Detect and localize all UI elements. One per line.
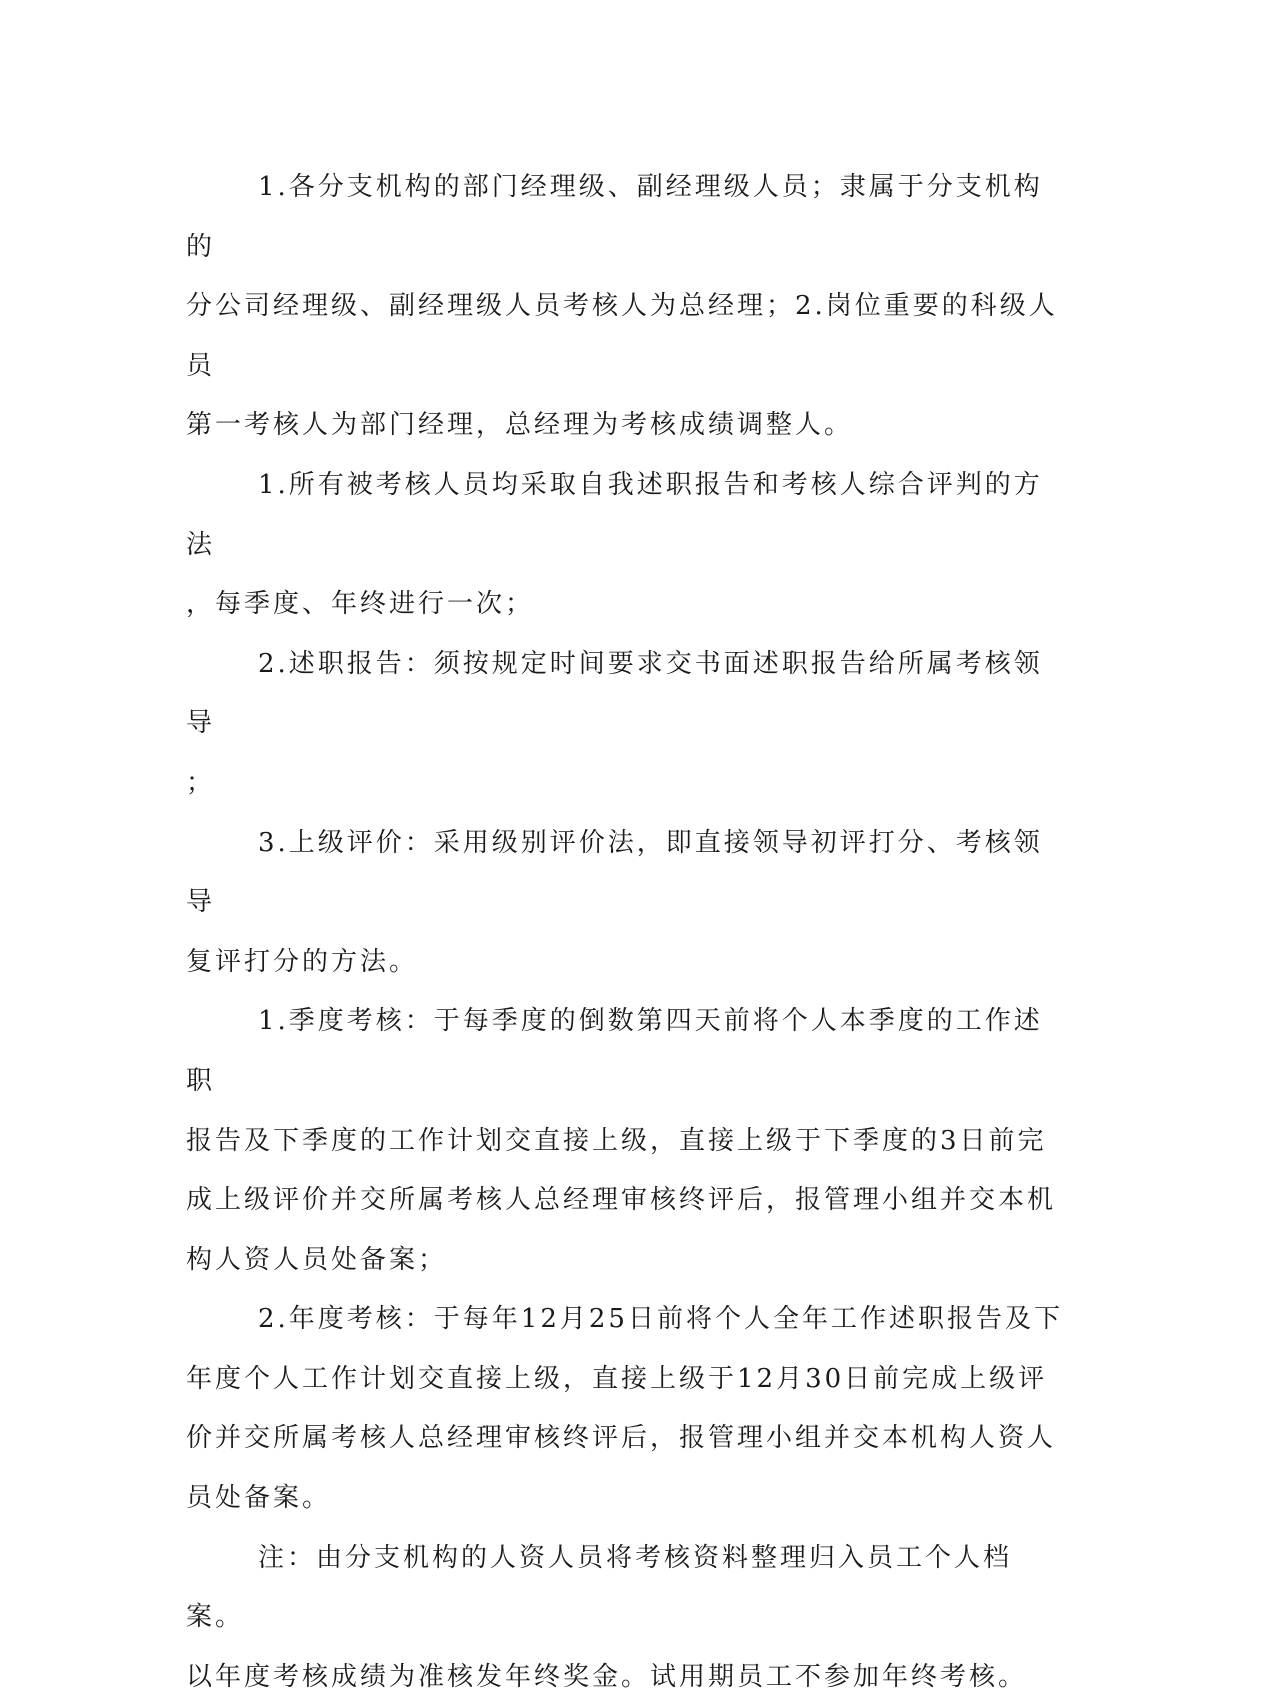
paragraph-annual-review: 2.年度考核：于每年12月25日前将个人全年工作述职报告及下 年度个人工作计划交直接上级，直接上级于12月30日前完成上级评 价并交所属考核人总经理审核终评后，报管理小组并交本机构人资人 员处备案。: [186, 1304, 1063, 1514]
paragraph-work-report: 2.述职报告：须按规定时间要求交书面述职报告给所属考核领导 ；: [186, 648, 1043, 798]
paragraph-superior-evaluation: 3.上级评价：采用级别评价法，即直接领导初评打分、考核领导 复评打分的方法。: [186, 827, 1043, 977]
paragraph-quarterly-review: 1.季度考核：于每季度的倒数第四天前将个人本季度的工作述职 报告及下季度的工作计划交直接上级，直接上级于下季度的3日前完 成上级评价并交所属考核人总经理审核终评后，报管理小组并交本机 构人资人员处备案；: [186, 1006, 1057, 1275]
document-body: [186, 158, 1066, 1707]
paragraph-note: 注：由分支机构的人资人员将考核资料整理归入员工个人档案。 以年度考核成绩为准核发年终奖金。试用期员工不参加年终考核。: [186, 1542, 1028, 1692]
paragraph-appraiser-roles: 1.各分支机构的部门经理级、副经理级人员；隶属于分支机构的 分公司经理级、副经理级人员考核人为总经理；2.岗位重要的科级人员 第一考核人为部门经理，总经理为考核成绩调整人。: [186, 172, 1058, 441]
paragraph-method-overview: 1.所有被考核人员均采取自我述职报告和考核人综合评判的方法 ，每季度、年终进行一次；: [186, 469, 1043, 620]
